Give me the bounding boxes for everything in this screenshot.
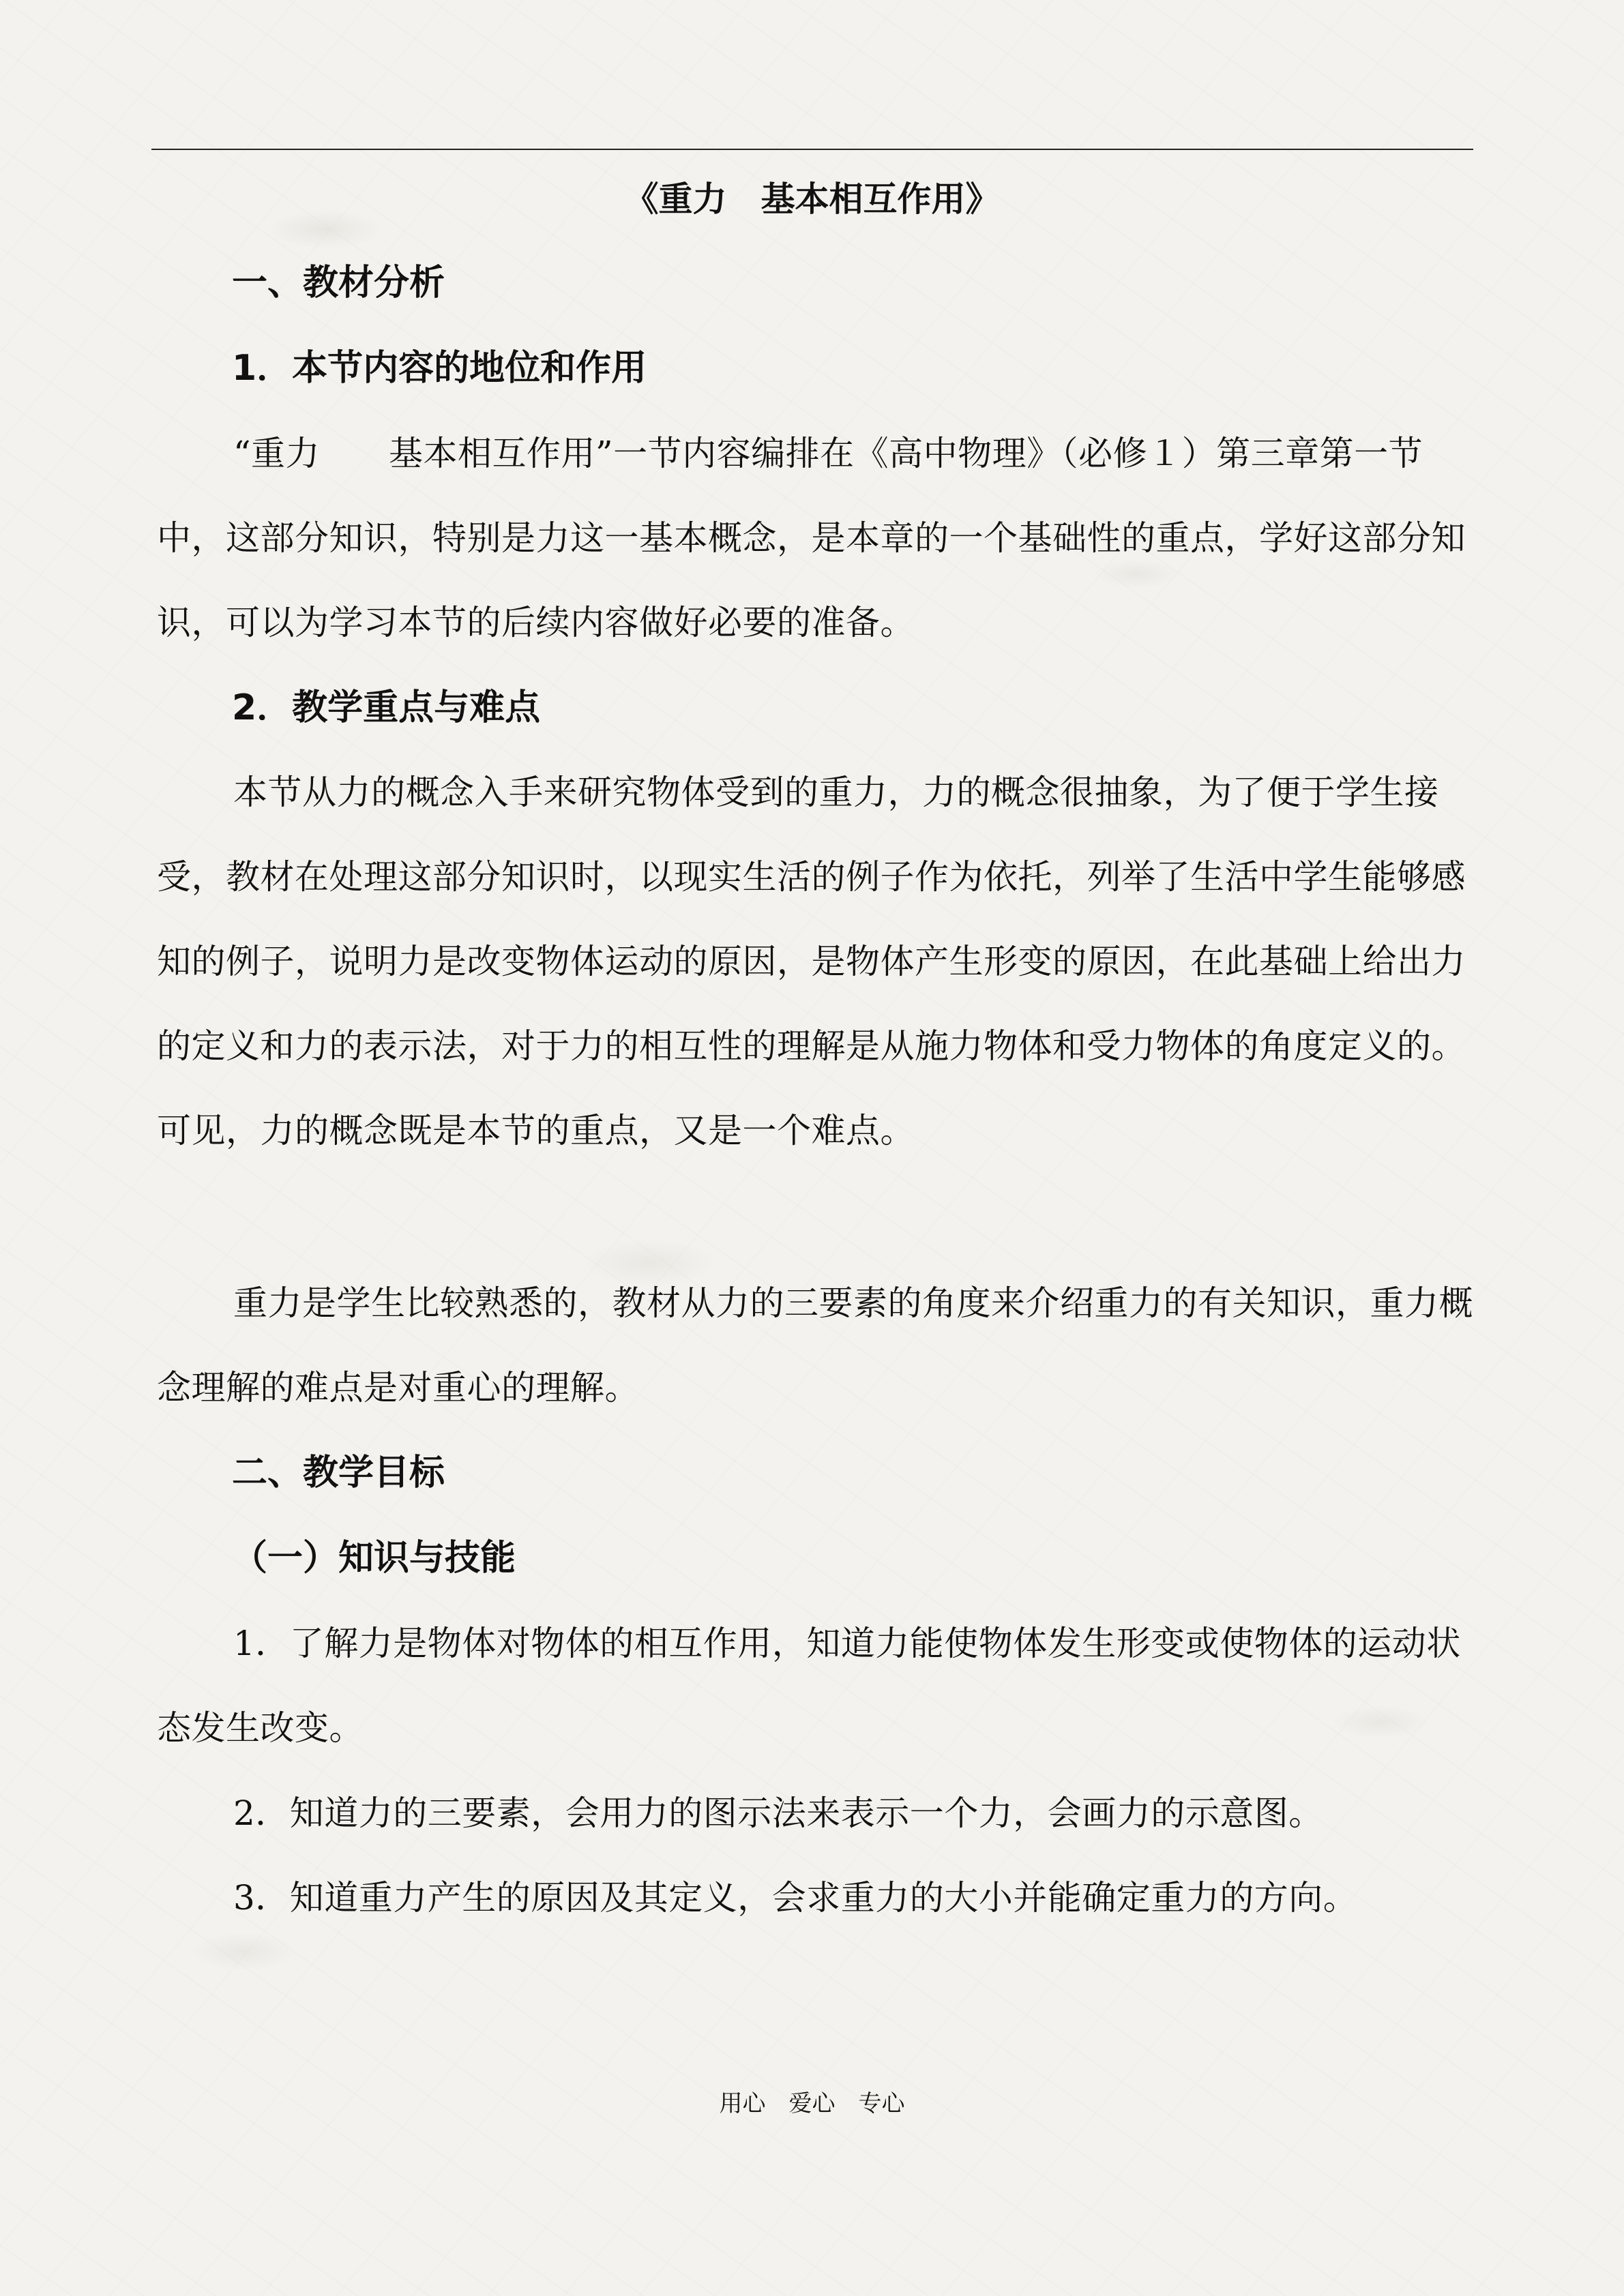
section-heading-textbook-analysis: 一、教材分析 <box>232 263 445 303</box>
subsection-heading-key-points: 2．教学重点与难点 <box>232 687 541 728</box>
section-heading-teaching-goals: 二、教学目标 <box>232 1452 445 1493</box>
page-footer: 用心 爱心 专心 <box>719 2090 905 2117</box>
goal-item-2: 2．知道力的三要素，会用力的图示法来表示一个力，会画力的示意图。 <box>233 1793 1323 1833</box>
paragraph-key-points-2: 重力是学生比较熟悉的，教材从力的三要素的角度来介绍重力的有关知识，重力概念理解的难点是对重心的理解。 <box>157 1283 1473 1407</box>
subsection-heading-knowledge-skills: （一）知识与技能 <box>232 1538 516 1579</box>
document-title: 《重力 基本相互作用》 <box>624 179 1000 219</box>
goal-item-1: 1．了解力是物体对物体的相互作用，知道力能使物体发生形变或使物体的运动状态发生改变。 <box>157 1624 1461 1748</box>
goal-item-3: 3．知道重力产生的原因及其定义，会求重力的大小并能确定重力的方向。 <box>233 1878 1358 1918</box>
paragraph-position-role: “重力 基本相互作用”一节内容编排在《高中物理》（必修１）第三章第一节中，这部分知识，特别是力这一基本概念，是本章的一个基础性的重点，学好这部分知识，可以为学习本节的后续内容做好必要的准备。 <box>157 434 1466 642</box>
paragraph-key-points-1: 本节从力的概念入手来研究物体受到的重力，力的概念很抽象，为了便于学生接受，教材在处理这部分知识时，以现实生活的例子作为依托，列举了生活中学生能够感知的例子，说明力是改变物体运动的原因，是物体产生形变的原因，在此基础上给出力的定义和力的表示法，对于力的相互性的理解是从施力物体和受力物体的角度定义的。可见，力的概念既是本节的重点，又是一个难点。 <box>157 773 1466 1150</box>
header-rule <box>151 149 1473 150</box>
subsection-heading-position-role: 1．本节内容的地位和作用 <box>232 348 647 389</box>
